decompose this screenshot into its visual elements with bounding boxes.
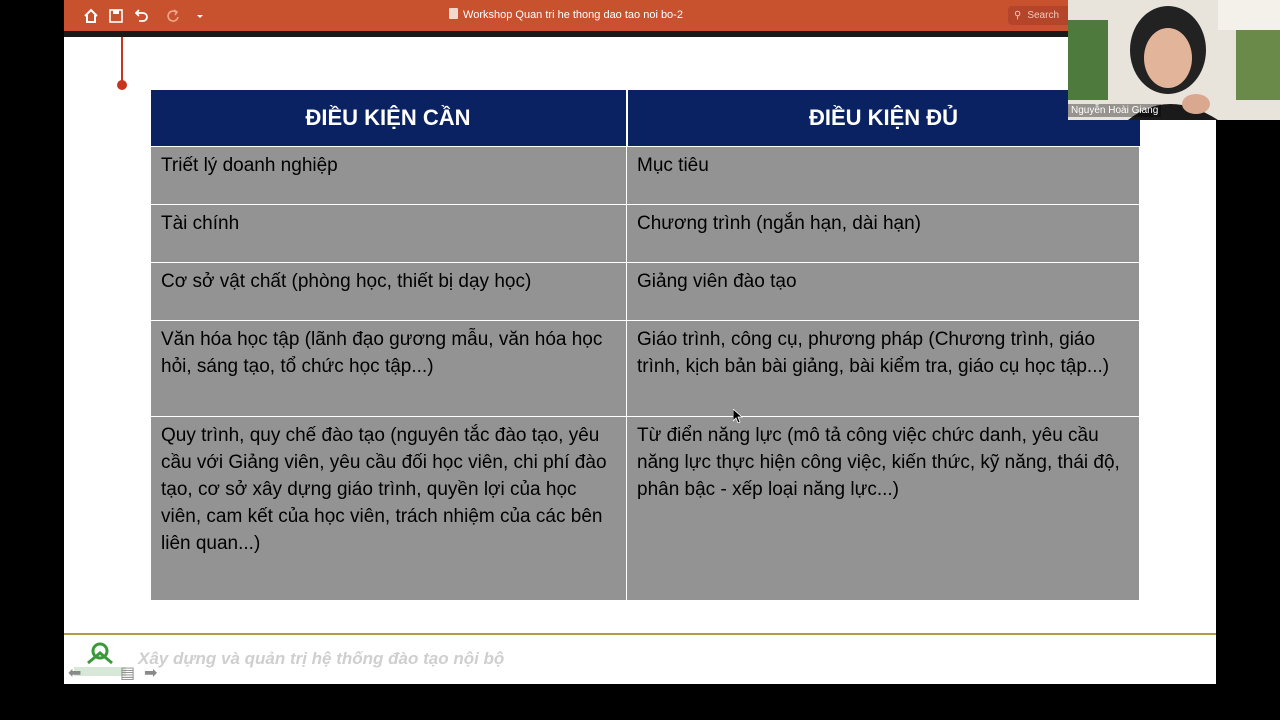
document-title: Workshop Quan tri he thong dao tao noi bo-2: [64, 0, 1068, 31]
footer-divider: [64, 633, 1216, 635]
slide-footer-text: Xây dựng và quản trị hệ thống đào tạo nội bộ: [138, 649, 505, 668]
table-cell: Giáo trình, công cụ, phương pháp (Chương trình, giáo trình, kịch bản bài giảng, bài kiểm tra, giáo cụ học tập...): [627, 321, 1140, 417]
table-header-row: [151, 90, 1140, 147]
header-sufficient: ĐIỀU KIỆN ĐỦ: [627, 90, 1140, 147]
table-cell: Cơ sở vật chất (phòng học, thiết bị dạy học): [151, 263, 627, 321]
table-cell: Mục tiêu: [627, 147, 1140, 205]
slide: [64, 37, 1216, 684]
participant-name: Nguyễn Hoài Giang: [1068, 104, 1161, 117]
next-slide-icon[interactable]: ➡: [144, 665, 158, 682]
table-cell: Văn hóa học tập (lãnh đạo gương mẫu, văn hóa học hỏi, sáng tạo, tổ chức học tập...): [151, 321, 627, 417]
header-necessary: ĐIỀU KIỆN CẦN: [151, 90, 627, 147]
table-row: [151, 263, 1140, 321]
table-cell: Triết lý doanh nghiệp: [151, 147, 627, 205]
participant-video-frame: [1068, 0, 1280, 120]
table-cell: Quy trình, quy chế đào tạo (nguyên tắc đào tạo, yêu cầu với Giảng viên, yêu cầu đối học viên, chi phí đào tạo, cơ sở xây dựng giáo trình, quyền lợi của học viên, cam kết của học viên, trách nhiệm của các bên liên quan...): [151, 417, 627, 601]
previous-slide-icon[interactable]: ⬅: [68, 665, 82, 682]
table-cell: Chương trình (ngắn hạn, dài hạn): [627, 205, 1140, 263]
search-icon: ⚲: [1014, 10, 1022, 21]
table-row: [151, 205, 1140, 263]
table-cell: Từ điển năng lực (mô tả công việc chức danh, yêu cầu năng lực thực hiện công việc, kiến thức, kỹ năng, thái độ, phân bậc - xếp loại năng lực...): [627, 417, 1140, 601]
conditions-table: [150, 90, 1140, 601]
decorative-line: [121, 37, 123, 83]
file-icon: [449, 8, 458, 19]
table-row: [151, 417, 1140, 601]
participant-video[interactable]: [1068, 0, 1280, 120]
table-row: [151, 321, 1140, 417]
cursor-icon: [733, 409, 743, 428]
decorative-dot: [117, 80, 127, 90]
table-cell: Giảng viên đào tạo: [627, 263, 1140, 321]
table-row: [151, 147, 1140, 205]
table-cell: Tài chính: [151, 205, 627, 263]
title-bar: [64, 0, 1068, 31]
search-box[interactable]: ⚲ Search: [1008, 6, 1068, 25]
slide-menu-icon[interactable]: ▤: [120, 665, 136, 682]
